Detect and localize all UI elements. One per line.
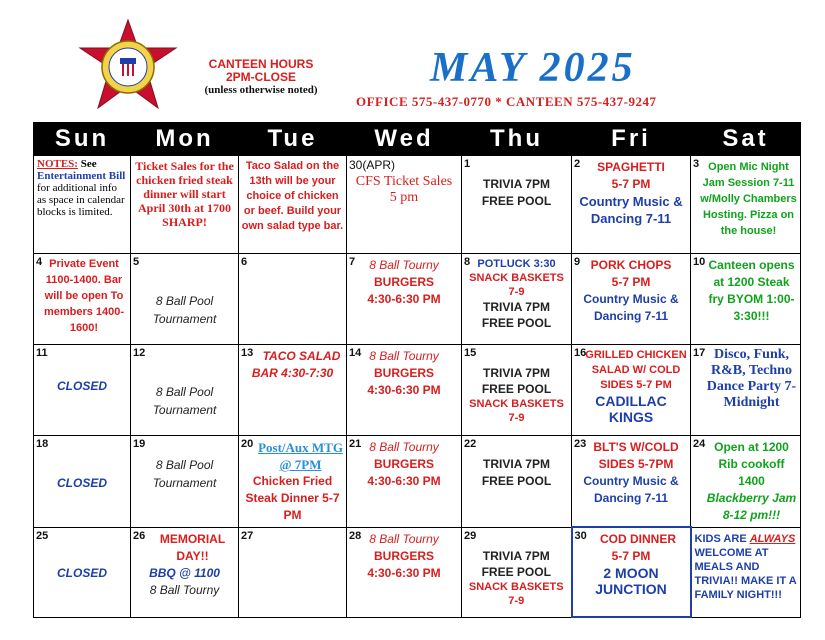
day-cell-may16 (572, 345, 691, 436)
event-line: 7-9 (508, 286, 525, 298)
ticket-sales-note: Ticket Sales for the chicken fried steak dinner will start April 30th at 1700 SHARP! (135, 159, 234, 229)
event-line: TACO SALAD (262, 349, 341, 363)
day-cell-may31 (691, 527, 801, 617)
event-line: 8 Ball Tourny (369, 531, 439, 546)
week-row (34, 254, 801, 345)
day-cell-may24 (691, 436, 801, 528)
canteen-hours-label: CANTEEN HOURS (208, 57, 314, 71)
event-line: Tournament (152, 312, 217, 326)
day-number: 15 (464, 347, 477, 359)
day-cell-may2 (572, 156, 691, 254)
day-number: 24 (693, 438, 706, 450)
closed-label: CLOSED (56, 565, 107, 580)
notes-entertainment-bill: Entertainment Bill (37, 170, 126, 182)
day-cell-may26 (131, 527, 239, 617)
day-number: 1 (464, 158, 471, 170)
kids-note-part: KIDS ARE (694, 532, 750, 545)
post-aux-meeting-link[interactable]: Post/Aux MTG @ 7PM (258, 440, 343, 472)
day-cell-may23 (572, 436, 691, 528)
day-cell-may5 (131, 254, 239, 345)
day-number: 3 (693, 158, 700, 170)
day-cell-may15 (462, 345, 572, 436)
day-number: 5 (133, 256, 140, 268)
day-number: 18 (36, 438, 49, 450)
event-line: 4:30-6:30 PM (367, 383, 441, 397)
event-line: FREE POOL (481, 474, 552, 488)
day-number: 27 (241, 529, 254, 542)
event-line: BBQ @ 1100 (149, 565, 220, 580)
day-number: 29 (464, 529, 477, 542)
day-number: 7 (349, 256, 356, 268)
notes-cell (34, 156, 131, 254)
day-cell-may1 (462, 156, 572, 254)
event-line: Country Music & Dancing 7-11 (583, 474, 679, 505)
day-number: 30(APR) (349, 158, 396, 172)
day-number: 21 (349, 438, 362, 450)
canteen-hours (196, 58, 326, 97)
day-cell-may10 (691, 254, 801, 345)
weekday-thu: Thu (462, 123, 572, 156)
day-number: 16 (574, 347, 587, 359)
weekday-sun: Sun (34, 123, 131, 156)
event-line: SPAGHETTI (597, 160, 665, 174)
event-line: 4:30-6:30 PM (367, 474, 441, 488)
event-line: FREE POOL (481, 316, 552, 330)
event-line: FREE POOL (481, 382, 552, 396)
event-line: Tournament (152, 403, 217, 417)
day-number: 9 (574, 256, 581, 268)
closed-label: CLOSED (56, 476, 107, 490)
event-line: 8 Ball Tourny (369, 440, 439, 454)
day-cell-may3 (691, 156, 801, 254)
event-line: TRIVIA 7PM (483, 177, 550, 191)
day-number: 13 (241, 347, 254, 359)
week-row (34, 527, 801, 617)
event-line: MEMORIAL DAY!! (159, 531, 226, 563)
event-line: 8 Ball Tourny (369, 349, 439, 363)
event-line: 4:30-6:30 PM (367, 292, 441, 306)
month-title: MAY 2025 (430, 45, 636, 91)
day-cell-may29 (462, 527, 572, 617)
week-row (34, 436, 801, 528)
event-line: Private Event 1100-1400. Bar will be open To members 1400-1600! (43, 258, 125, 334)
event-line: 7-9 (508, 412, 525, 424)
day-cell-may19 (131, 436, 239, 528)
weekday-wed: Wed (347, 123, 462, 156)
event-line: SNACK BASKETS (469, 272, 564, 284)
day-cell-apr29 (239, 156, 347, 254)
event-line: 2 MOON JUNCTION (595, 565, 667, 597)
notes-see: See (77, 158, 97, 170)
day-cell-may18 (34, 436, 131, 528)
weekday-fri: Fri (572, 123, 691, 156)
event-line: 8 Ball Tourny (149, 582, 220, 597)
kids-welcome-note (692, 528, 801, 602)
event-line: TRIVIA 7PM (483, 366, 550, 380)
day-number: 19 (133, 438, 146, 450)
event-line: SNACK BASKETS (469, 398, 564, 410)
event-line: 5-7 PM (611, 275, 651, 289)
event-line: FREE POOL (481, 194, 552, 208)
weekday-header-row (34, 123, 801, 156)
weekday-mon: Mon (131, 123, 239, 156)
event-line: Country Music & Dancing 7-11 (583, 292, 679, 323)
day-cell-may22 (462, 436, 572, 528)
event-line: Chicken Fried Steak Dinner 5-7 PM (245, 474, 340, 522)
day-number: 17 (693, 347, 706, 359)
event-line: CADILLAC KINGS (595, 393, 667, 425)
weekday-tue: Tue (239, 123, 347, 156)
day-number: 10 (693, 256, 706, 268)
day-cell-may4 (34, 254, 131, 345)
day-number: 2 (574, 158, 581, 170)
day-cell-may28 (347, 527, 462, 617)
day-cell-may9 (572, 254, 691, 345)
event-line: 5-7 PM (611, 177, 651, 191)
event-line: Open at 1200 Rib cookoff 1400 (714, 440, 789, 488)
calendar-grid (33, 122, 801, 618)
day-number: 25 (36, 529, 49, 542)
event-line: COD DINNER (599, 532, 676, 546)
notes-text: for additional info as space in calendar blocks is limited. (37, 182, 125, 218)
day-cell-may14 (347, 345, 462, 436)
event-line: TRIVIA 7PM (483, 457, 550, 471)
day-number: 20 (241, 438, 254, 450)
event-line: FREE POOL (481, 564, 551, 579)
day-number: 14 (349, 347, 362, 359)
day-number: 23 (574, 438, 587, 450)
event-line: SNACK BASKETS (468, 580, 564, 593)
vfw-emblem-logo (78, 18, 178, 118)
day-number: 6 (241, 256, 248, 268)
week-row (34, 345, 801, 436)
day-number: 12 (133, 347, 146, 359)
event-line: BURGERS (373, 457, 434, 471)
canteen-hours-time: 2PM-CLOSE (225, 70, 296, 84)
event-line: POTLUCK 3:30 (477, 258, 556, 270)
day-cell-may11 (34, 345, 131, 436)
event-line: 5 pm (389, 190, 419, 205)
event-line: 8 Ball Pool (155, 458, 214, 472)
event-line: BURGERS (373, 548, 434, 563)
day-number: 26 (133, 529, 146, 542)
canteen-hours-note: (unless otherwise noted) (204, 84, 318, 96)
day-number: 4 (36, 256, 43, 268)
day-cell-apr30 (347, 156, 462, 254)
kids-note-part: WELCOME AT MEALS AND TRIVIA!! MAKE IT A FAMILY NIGHT!!! (694, 546, 797, 601)
closed-label: CLOSED (56, 379, 107, 393)
day-cell-may8 (462, 254, 572, 345)
taco-salad-note: Taco Salad on the 13th will be your choice of chicken or beef. Build your own salad type bar. (241, 160, 344, 232)
event-line: Country Music & Dancing 7-11 (579, 194, 683, 226)
day-cell-may6 (239, 254, 347, 345)
event-line: PORK CHOPS (590, 258, 672, 272)
kids-note-always: ALWAYS (749, 532, 796, 545)
day-cell-may20 (239, 436, 347, 528)
event-line: BURGERS (373, 366, 434, 380)
event-line: 8 Ball Pool (155, 294, 214, 308)
event-line: GRILLED CHICKEN SALAD W/ COLD SIDES 5-7 PM (585, 349, 687, 391)
event-line: Canteen opens at 1200 Steak fry BYOM 1:00-3:30!!! (708, 258, 795, 323)
day-number: 22 (464, 438, 477, 450)
day-number: 30 (574, 530, 587, 542)
event-line: 5-7 PM (611, 549, 651, 563)
day-cell-may21 (347, 436, 462, 528)
day-cell-may7 (347, 254, 462, 345)
event-line: Tournament (152, 476, 217, 490)
event-line: 4:30-6:30 PM (367, 565, 441, 580)
event-line: BAR 4:30-7:30 (251, 366, 334, 380)
event-line: BLT'S W/COLD SIDES 5-7PM (593, 440, 679, 471)
phone-numbers: OFFICE 575-437-0770 * CANTEEN 575-437-9247 (356, 94, 657, 109)
day-number: 28 (349, 529, 362, 542)
event-line: Open Mic Night Jam Session 7-11 w/Molly Chambers Hosting. Pizza on the house! (700, 161, 797, 237)
day-number: 8 (464, 256, 471, 268)
event-line: Blackberry Jam 8-12 pm!!! (706, 491, 797, 522)
day-cell-may17 (691, 345, 801, 436)
day-cell-may25 (34, 527, 131, 617)
event-line: BURGERS (373, 275, 434, 289)
event-line: Disco, Funk, R&B, Techno Dance Party 7-Midnight (706, 347, 797, 410)
event-line: CFS Ticket Sales (355, 174, 453, 189)
event-line: 7-9 (508, 594, 525, 607)
weekday-sat: Sat (691, 123, 801, 156)
day-cell-may12 (131, 345, 239, 436)
day-cell-may30 (572, 527, 691, 617)
day-cell-apr28 (131, 156, 239, 254)
week-row (34, 156, 801, 254)
event-line: TRIVIA 7PM (482, 548, 550, 563)
event-line: 8 Ball Tourny (369, 258, 439, 272)
event-line: TRIVIA 7PM (483, 300, 550, 314)
day-cell-may27 (239, 527, 347, 617)
day-cell-may13 (239, 345, 347, 436)
notes-label: NOTES: (37, 158, 78, 170)
event-line: 8 Ball Pool (155, 385, 214, 399)
day-number: 11 (36, 347, 48, 359)
